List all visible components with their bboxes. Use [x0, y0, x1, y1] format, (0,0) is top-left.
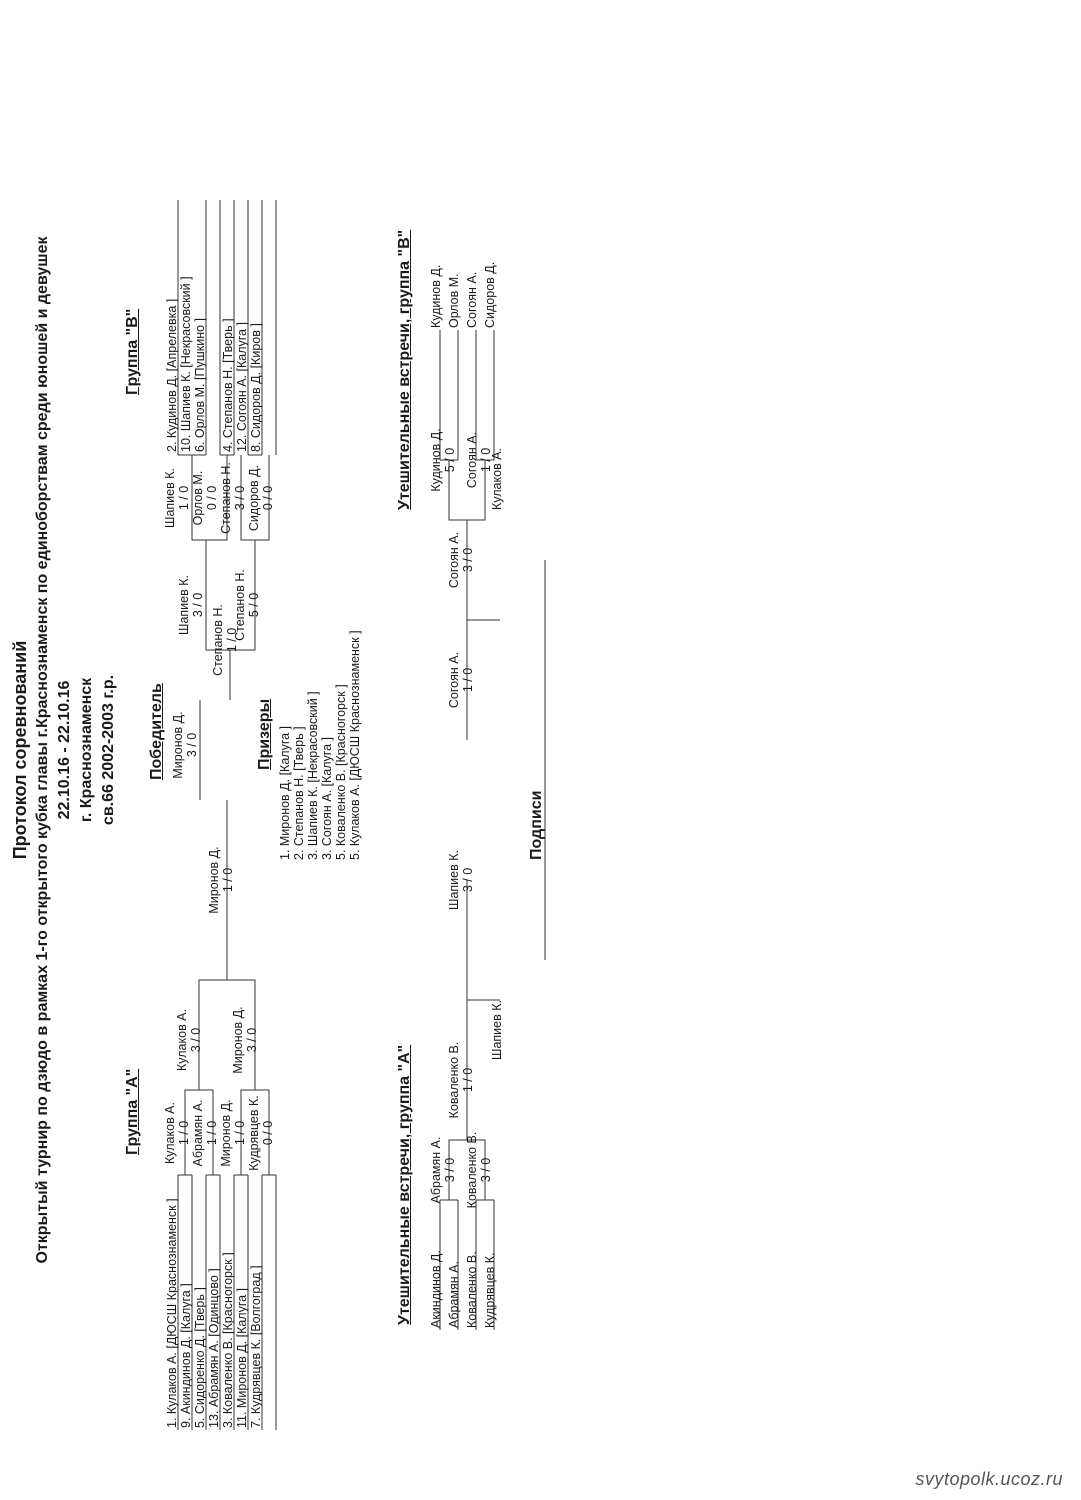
consolation-a-final-score: 3 / 0 — [461, 867, 475, 893]
group-a-r2-score: 3 / 0 — [189, 1027, 203, 1053]
group-b-r1-winner: Сидоров Д. — [247, 464, 261, 532]
group-b-r1-score: 3 / 0 — [233, 485, 247, 511]
group-a-entrant: 5. Сидоренко Д. [Тверь ] — [193, 1287, 207, 1428]
prizes-list — [278, 630, 362, 860]
group-b-r1-score: 0 / 0 — [205, 485, 219, 511]
group-b-r1-score: 1 / 0 — [177, 485, 191, 511]
group-a-entrant: 13. Абрамян А. [Одинцово ] — [207, 1268, 221, 1428]
consolation-a-r1-score: 3 / 0 — [479, 1157, 493, 1183]
group-a-r1-winner: Миронов Д. — [219, 1099, 233, 1167]
group-b-r1-winner: Орлов М. — [191, 470, 205, 526]
group-a-r1-winner: Кулаков А. — [163, 1102, 177, 1164]
consolation-b-r2-score: 3 / 0 — [461, 547, 475, 573]
winner-name: Миронов Д. — [171, 711, 185, 779]
signatures-label: Подписи — [528, 790, 545, 860]
group-b-final-winner: Степанов Н. — [211, 604, 225, 676]
group-a-entrant: 1. Кулаков А. [ДЮСШ Краснознаменск ] — [165, 1198, 179, 1428]
group-b-entrant: 2. Кудинов Д. [Апрелевка ] — [165, 298, 179, 452]
winner-score: 3 / 0 — [185, 732, 199, 758]
consolation-a-r1-winner: Коваленко В. — [465, 1131, 479, 1209]
consolation-a-final-winner: Шапиев К. — [447, 850, 461, 910]
consolation-a-entrant: Акиндинов Д. — [429, 1250, 443, 1328]
group-a-r1-score: 1 / 0 — [205, 1120, 219, 1146]
group-a-title: Группа "А" — [124, 1068, 141, 1155]
consolation-a-r2-score: 1 / 0 — [461, 1067, 475, 1093]
group-a-r1-score: 1 / 0 — [233, 1120, 247, 1146]
consolation-b-r2-winner: Согоян А. — [447, 531, 461, 589]
group-a-r2-winner: Миронов Д. — [231, 1006, 245, 1074]
consolation-b-entrant: Орлов М. — [447, 273, 461, 328]
weight-category: св.66 2002-2003 г.р. — [100, 674, 117, 826]
competition-city: г. Краснознаменск — [78, 677, 95, 823]
prize-item: 1. Миронов Д. [Калуга ] — [278, 725, 292, 860]
consolation-a-r1-score: 3 / 0 — [443, 1157, 457, 1183]
group-b-entrant: 8. Сидоров Д. [Киров ] — [249, 323, 263, 452]
consolation-b-entrant: Согоян А. — [465, 271, 479, 328]
group-a-final-winner: Миронов Д. — [207, 846, 221, 914]
group-b-r1-winner: Степанов Н. — [219, 462, 233, 534]
prizes-title: Призеры — [256, 698, 273, 770]
group-a-entrant-list — [165, 1198, 263, 1428]
group-b-r2-score: 5 / 0 — [247, 592, 261, 618]
group-b-r2-winner: Степанов Н. — [233, 569, 247, 641]
consolation-b-entrant: Сидоров Д. — [483, 261, 497, 328]
consolation-a-entrant: Абрамян А. — [447, 1261, 461, 1328]
prize-item: 5. Кулаков А. [ДЮСШ Краснознаменск ] — [348, 630, 362, 860]
group-b-entrant: 6. Орлов М. [Пушкино ] — [193, 318, 207, 452]
consolation-a-entrants — [427, 1250, 499, 1328]
consolation-b-final-winner: Согоян А. — [447, 651, 461, 709]
group-b-r2-winner: Шапиев К. — [177, 575, 191, 635]
group-a-entrant: 9. Акиндинов Д. [Калуга ] — [179, 1283, 193, 1428]
group-a-final-score: 1 / 0 — [221, 867, 235, 893]
consolation-a-entrant: Кудрявцев К. — [483, 1252, 497, 1328]
group-b-entrant: 4. Степанов Н. [Тверь ] — [221, 318, 235, 452]
consolation-b-entrants — [427, 262, 499, 328]
group-a-r1-winner: Кудрявцев К. — [247, 1095, 261, 1171]
prize-item: 3. Согоян А. [Калуга ] — [320, 737, 334, 860]
winner-title: Победитель — [148, 683, 165, 780]
group-a-entrant: 3. Коваленко В. [Красногорск ] — [221, 1252, 235, 1428]
group-a-r1-winner: Абрамян А. — [191, 1099, 205, 1167]
consolation-b-title: Утешительные встречи, группа "В" — [396, 229, 413, 510]
group-b-r1-winner: Шапиев К. — [163, 468, 177, 528]
group-b-title: Группа "В" — [124, 308, 141, 395]
consolation-b-final-score: 1 / 0 — [461, 667, 475, 693]
consolation-b-entrant: Кудинов Д. — [429, 264, 443, 328]
group-a-r2-score: 3 / 0 — [245, 1027, 259, 1053]
group-a-entrant: 7. Кудрявцев К. [Волгоград ] — [249, 1265, 263, 1428]
consolation-a-title: Утешительные встречи, группа "А" — [396, 1044, 413, 1325]
group-b-r1-score: 0 / 0 — [261, 485, 275, 511]
consolation-a-r1-winner: Абрамян А. — [429, 1136, 443, 1204]
document-subtitle: Открытый турнир по дзюдо в рамках 1-го открытого кубка главы г.Краснознаменск по единоборствам среди юношей и девушек — [34, 236, 51, 1264]
group-a-entrant: 11. Миронов Д. [Калуга ] — [235, 1287, 249, 1428]
consolation-a-entrant: Коваленко В. — [465, 1251, 479, 1328]
competition-dates: 22.10.16 - 22.10.16 — [56, 680, 73, 820]
group-a-r1-score: 0 / 0 — [261, 1120, 275, 1146]
group-b-entrant: 12. Согоян А. [Калуга ] — [235, 322, 249, 452]
prize-item: 2. Степанов Н. [Тверь ] — [292, 726, 306, 860]
consolation-b-r1-score: 1 / 0 — [479, 447, 493, 473]
prize-item: 3. Шапиев К. [Некрасовский ] — [306, 691, 320, 860]
consolation-b-bye: Кулаков А. — [490, 448, 504, 510]
group-a-r1-score: 1 / 0 — [177, 1120, 191, 1146]
document-title: Протокол соревнований — [10, 640, 30, 860]
consolation-b-r1-winner: Кудинов Д. — [429, 428, 443, 492]
consolation-a-bye: Шапиев К. — [490, 1000, 504, 1060]
group-b-entrant-list — [165, 276, 263, 452]
group-b-entrant: 10. Шапиев К. [Некрасовский ] — [179, 276, 193, 452]
watermark: svytopolk.ucoz.ru — [915, 1469, 1063, 1489]
consolation-a-r2-winner: Коваленко В. — [447, 1041, 461, 1119]
consolation-b-r1-winner: Согоян А. — [465, 431, 479, 489]
group-b-final-score: 1 / 0 — [225, 627, 239, 653]
prize-item: 5. Коваленко В. [Красногорск ] — [334, 684, 348, 860]
consolation-b-r1-score: 5 / 0 — [443, 447, 457, 473]
group-a-r2-winner: Кулаков А. — [175, 1009, 189, 1071]
group-b-r2-score: 3 / 0 — [191, 592, 205, 618]
